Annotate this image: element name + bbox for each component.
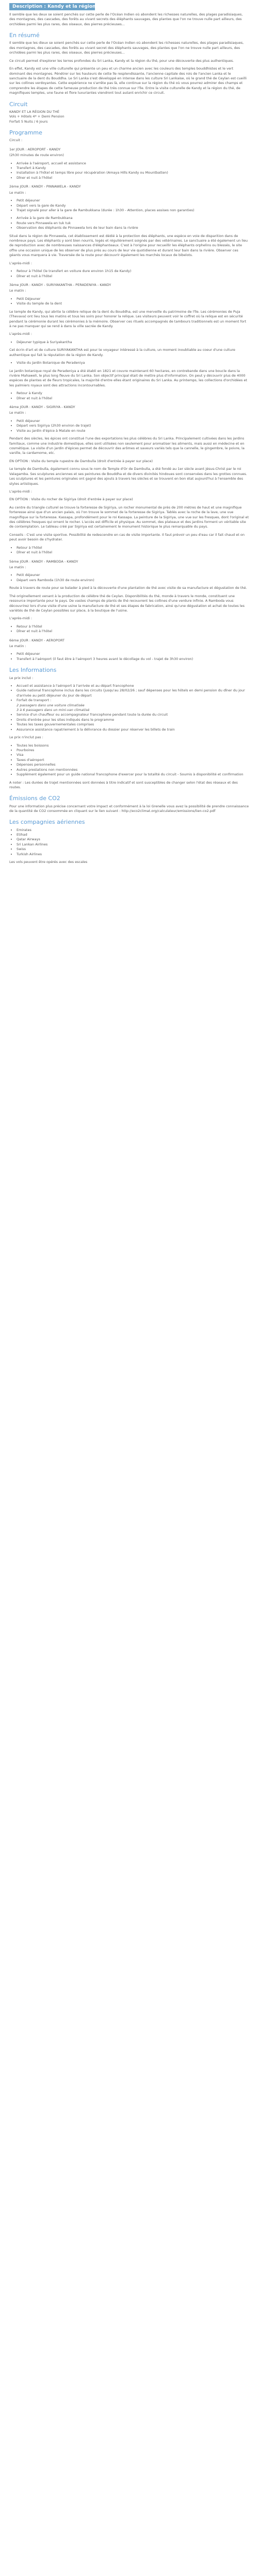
- day-2-list-3: [9, 269, 249, 279]
- circuit-label: Circuit :: [9, 138, 23, 143]
- resume-paragraph-2: Ce circuit permet d'explorer les terres profondes du Sri Lanka, Kandy et la région du thé, pour une découverte des plus authentiques.: [9, 58, 234, 63]
- list-item: [17, 698, 249, 713]
- day-4-paragraph-4: Conseils : C'est une visite sportive. Possibilité de redescendre en cas de visite importante. Il faut prévoir un peu d'eau car il fait chaud et on peut avoir besoin de s'hydrater.: [9, 532, 245, 542]
- day-5-list-1: [9, 573, 249, 583]
- day-6-heading: 6ème JOUR : KANDY - AEROPORT: [9, 638, 64, 642]
- day-4-option-2: EN OPTION : Visite du rocher de Sigiriya (droit d'entrée à payer sur place): [9, 497, 133, 502]
- section-title-resume: En résumé: [9, 32, 40, 39]
- day-4-heading: 4ème JOUR : KANDY - SIGIRIYA - KANDY: [9, 405, 75, 410]
- list-item: • Autres prestations non mentionnées: [17, 768, 249, 772]
- circuit-info-2: Forfait 5 Nuits / 6 Jours: [9, 119, 48, 124]
- transport-sub-1: 2 passagers dans une voiture climatisée: [17, 703, 85, 707]
- day-2-afternoon-label: L'après-midi :: [9, 261, 33, 265]
- day-3-list-4: [9, 391, 249, 401]
- compagnies-list: [9, 828, 249, 857]
- day-4-paragraph-2: Le temple de Dambulla, également connu sous le nom de Temple d'Or de Dambulla, a été fondé au 1er siècle avant Jésus-Christ par le roi Valagamba. Ses sculptures anciennes et ses peintures de Bouddha et de divers divinités hindoues sont conservées dans les grottes connues. Les sculptures et les peintures originales ont gagné des ajouts à travers les siècles et se trouvent en bon état aujourd'hui à l'ensemble des styles artistiques.: [9, 467, 247, 486]
- section-title-emissions: Émissions de CO2: [9, 795, 60, 802]
- day-3-list-3: [9, 361, 249, 365]
- list-item: • Petit déjeuner: [17, 419, 249, 423]
- day-2-list-1: [9, 198, 249, 213]
- list-item: • Arrivée à la gare de Rambukkana: [17, 216, 249, 221]
- day-2-morning-label: Le matin :: [9, 190, 26, 195]
- day-5-afternoon-label: L'après-midi :: [9, 616, 33, 621]
- compagnies-note: Les vols peuvent être opérés avec des escales: [9, 860, 88, 865]
- list-item: • Emirates: [17, 828, 249, 833]
- day-5-list-1-sub: Route à travers de route pour se balader à pied à la découverte d'une plantation de thé avec visite de sa manufacture et dégustation de thé.: [9, 586, 247, 590]
- day-3-paragraph-2: Cet écrin d'art et de culture SURIYAKANTHA est pour te voyageur intéressé à la culture, un moment inoubliable au coeur d'une culture authentique qui fait la réputation de la région de Kandy.: [9, 348, 235, 357]
- day-3-heading: 3ème JOUR : KANDY - SURIYAKANTHA - PERADENIYA - KANDY: [9, 283, 111, 287]
- list-item: • Etihad: [17, 833, 249, 837]
- list-item: • Trajet signalé pour aller à la gare de Rambukkana (durée : 1h30 - Attention, places assises non garanties): [17, 208, 249, 213]
- day-3-list-1: [9, 297, 249, 307]
- day-6-list-1: [9, 652, 249, 662]
- list-item: • Retour à l'hôtel: [17, 546, 249, 550]
- list-item: • Toutes les boissons: [17, 743, 249, 748]
- resume-paragraph-3: En effet, Kandy est une ville culturelle qui présente un peu et un charme ancien avec les couleurs des temples bouddhistes et le vert dominant des montagnes. Pénétrer sur les hauteurs de cette île resplendissante, l'ancienne capitale des rois de l'ancien Lanka et le sanctuaire de la dent du Bouddha. Le Sri Lanka s'est développé en intense dans les culture Sri Lankaise, où le grand thé de Ceylan est cueilli sur les collines verdoyantes. Cette expérience ne s'arrête pas là, elle continue sur la région du thé où vous pourrez admirer des champs et comprendre les étapes de cette fameuse production de thé très connue sur l'île. Entre la visite culturelle de Kandy et la région du thé, de magnifiques temples, une faune et flore luxuriantes viendront tout autant enrichir ce circuit.: [9, 66, 247, 95]
- section-title-compagnies: Les compagnies aériennes: [9, 819, 85, 826]
- day-6-morning-label: Le matin :: [9, 644, 26, 649]
- list-item: • Turkish Airlines: [17, 852, 249, 857]
- list-item: • Pourboires: [17, 748, 249, 753]
- list-item: • Transfert à l'aéroport (il faut être à l'aéroport 3 heures avant le décollage du vol - trajet de 3h30 environ): [17, 657, 249, 662]
- list-item: • Route vers Pinnawela en tuk tuk: [17, 221, 249, 226]
- info-excludes-label: Le prix n'inclut pas :: [9, 735, 43, 740]
- day-3-list-2: [9, 340, 249, 345]
- list-item: • Départ vers Ramboda (1h30 de route environ): [17, 578, 249, 583]
- resume-paragraph-1: Il semble que les dieux se soient penchés sur cette perle de l'Océan Indien où abondent les richesses naturelles, des plages paradisiaques, des montagnes, des cascades, des forêts au vivant secret des éléphants sauvages, des plantes que l'on ne trouve nulle part ailleurs, des orchidées parmi les plus rares, des oiseaux, des pierres précieuses...: [9, 41, 244, 55]
- list-item: • Retour à l'hôtel (le transfert en voiture dure environ 1h15 de Kandy): [17, 269, 249, 274]
- list-item: • Départ vers Sigiriya (2h30 environ de trajet): [17, 423, 249, 428]
- list-item: • Sri Lankan Airlines: [17, 842, 249, 847]
- list-item: • Swiss: [17, 847, 249, 852]
- list-item: • Dîner et nuit à l'hôtel: [17, 396, 249, 401]
- list-item: • Petit déjeuner: [17, 198, 249, 203]
- day-4-morning-label: Le matin :: [9, 411, 26, 415]
- day-4-afternoon-label: L'après-midi :: [9, 489, 33, 494]
- day-2-paragraph: Situé dans la région de Pinnawela, cet établissement est dédié à la protection des éléphants, une espèce en voie de disparition dans de nombreux pays. Les éléphants y sont bien nourris, logés et régulièrement soignés par des vétérinaires. Le sanctuaire a été également un lieu de reproduction avec de nombreuses naissances d'éléphanteaux. C'est à l'origine pour recueillir les éléphants orphelins ou blessés, le site offre une occasion unique de les observer de plus près au cours de leur vie quotidienne et durant leur bain dans la rivière. Observer ces géants vous marquera à vie. Traversée de la route pour découvrir également les marchés locaux de bibelots.: [9, 233, 248, 258]
- day-5-heading: 5ème JOUR : KANDY - RAMBODA - KANDY: [9, 559, 78, 564]
- list-item: • Guide national francophone inclus dans les circuits (jusqu'au 28/02/26 ; sauf dépenses pour les hôtels en demi pension du dîner du jour d'arrivée au petit déjeuner du jour de départ: [17, 688, 249, 698]
- day-4-paragraph-3: Au centre du triangle culturel se trouve la forteresse de Sigiriya, un rocher monumental de près de 200 mètres de haut et une magnifique forteresse ainsi que d'un ancien palais, où l'on trouve le sommet de la forteresse de Sigiriya. Tablés avec la roche de la lave, une vue magnifique sur la forteresse. Kassapa, profondément pour le roi Kassapa. La peinture de la Sigiriya, une vue sur les fresques, dont l'original et des célèbres fresques qui ornent le rocher. L'accès est difficile et physique. Au sommet, des plateaux et des jardins forment un véritable site de contemplation. Le tableau créé par Sigiriya est certainement le monument historique le plus remarquable du pays.: [9, 505, 249, 529]
- list-item: • Service d'un chauffeur ou accompagnateur francophone pendant toute la durée du circuit: [17, 713, 249, 717]
- intro-paragraph: Il semble que les deux se soient penchés sur cette perle de l'Océan Indien où abondent les richesses naturelles, des plages paradisiaques, des montagnes, des cascades, des forêts au vivant secrets des éléphants sauvages, des plantes que l'on ne trouve nulle part ailleurs, des orchidées parmi les plus rares, des oiseaux, des pierres précieuses...: [9, 12, 243, 26]
- list-item: • Visite au jardin d'épice à Matale en route: [17, 429, 249, 433]
- list-item: • Qatar Airways: [17, 837, 249, 842]
- day-5-list-2: [9, 624, 249, 634]
- list-item: • Accueil et assistance à l'aéroport à l'arrivée et au départ francophone: [17, 684, 249, 688]
- list-item: • Départ vers la gare de Kandy: [17, 204, 249, 208]
- info-excludes-list: [9, 743, 249, 777]
- day-5-morning-label: Le matin :: [9, 565, 26, 569]
- day-3-paragraph-1: Le temple de Kandy, qui abrite la célèbre relique de la dent du Bouddha, est une merveille du patrimoine de l'île. Les cérémonies de Puja (Thevava) ont lieu tous les matins et tous les soirs pour honorer la relique. Les visiteurs peuvent voir le coffret où la relique est en sécurité pendant la cérémonie durant les cérémonies à la mémoire. Observer ces rituels accompagnés de tambours traditionnels est un moment fort à ne pas manquer qui se rend à dans la ville sacrée de Kandy.: [9, 309, 247, 328]
- day-5-paragraph-1: Thé originellement venant à la production de célèbre thé de Ceylan. Disponibilités du thé, monde à travers le monde, constituent une ressource importante pour le pays. De vastes champs de plants de thé recouvrent les collines d'une verdure infinie. A Ramboda vous découvrirez lors d'une visite d'une usine la manufacture de thé et ses étapes de fabrication, ainsi qu'une dégustation et achat de toutes les variétés de thé de Ceylan possibles sur place, à la boutique de l'usine.: [9, 594, 245, 613]
- list-item: • Installation à l'hôtel et temps libre pour récupération (Amaya Hills Kandy ou Mountbatten): [17, 171, 249, 175]
- emissions-paragraph[interactable]: Pour une information plus précise concernant votre impact et conformément à la loi Grenelle vous avez la possibilité de prendre connaissance de la quantité de CO2 consommée en cliquant sur le lien suivant : http://eco2climat.org/calculateur/emissions/lien-co2.pdf: [9, 804, 249, 813]
- transport-sub-2: 3 à 6 passagers dans un mini-van climatisé: [17, 708, 90, 713]
- day-4-list-1: [9, 419, 249, 433]
- list-item: • Petit Déjeuner: [17, 297, 249, 301]
- list-item: • Visa: [17, 753, 249, 757]
- info-includes-label: Le prix inclut :: [9, 675, 34, 680]
- list-item-label: Forfait de transport :: [17, 698, 52, 703]
- day-1-list: [9, 161, 249, 181]
- page-header-bar: Description : Kandy et la région du thé: [9, 3, 95, 10]
- list-item: • Dîner et nuit à l'hôtel: [17, 176, 249, 180]
- day-4-list-2: [9, 546, 249, 555]
- list-item: • Dîner et nuit à l'hôtel: [17, 274, 249, 279]
- list-item: • Retour à l'hôtel: [17, 624, 249, 629]
- list-item: • Retour à Kandy: [17, 391, 249, 396]
- list-item: • Observation des éléphants de Pinnawela lors de leur bain dans la rivière: [17, 226, 249, 230]
- section-title-circuit: Circuit: [9, 100, 28, 108]
- day-2-heading: 2ème JOUR : KANDY - PINNAWELA - KANDY: [9, 184, 81, 189]
- list-item: • Petit déjeuner: [17, 652, 249, 656]
- list-item: • Visite du temple de la dent: [17, 301, 249, 306]
- list-item: • Toutes les taxes gouvernementales comprises: [17, 722, 249, 727]
- list-item: • Visite du Jardin Botanique de Peradeniya: [17, 361, 249, 365]
- list-item: • Arrivée à l'aéroport, accueil et assistance: [17, 161, 249, 166]
- list-item: • Assurance assistance rapatriement à la délivrance du dossier pour réserver les billets de train: [17, 727, 249, 732]
- day-3-paragraph-3: Le jardin botanique royal de Peradeniya a été établi en 1821 et couvre maintenant 60 hectares, en contrebande dans une boucle dans la rivière Mahaweli, le plus long fleuve du Sri Lanka. Son objectif principal était de mettre plus d'information. On peut y découvrir plus de 4000 espèces de plantes et de fleurs tropicales, la majorité d'entre elles étant originaires du Sri Lanka. Au printemps, les collections d'orchidées et les palmiers royaux sont des attractions incontournables.: [9, 368, 247, 387]
- circuit-subtitle: KANDY ET LA RÉGION DU THÉ: [9, 109, 59, 114]
- list-item: • Petit déjeuner: [17, 573, 249, 578]
- list-item: • Transfert à Kandy: [17, 166, 249, 171]
- info-includes-list: [9, 684, 249, 732]
- circuit-info-1: Vols + Hôtels 4* + Demi Pension: [9, 114, 64, 119]
- day-1-heading: 1er JOUR : AEROPORT - KANDY: [9, 147, 61, 151]
- day-4-paragraph-1: Pendant des siècles, les épices ont constitué l'une des exportations les plus célèbres du Sri Lanka. Principalement cultivées dans les jardins familiaux, comme une industrie domestique, elles sont utilisées non seulement pour aromatiser les aliments, mais aussi en médecine et en cosmétique. La visite d'un jardin d'épices permet de découvrir des arômes et saveurs variés tels que la cannelle, le gingembre, le poivre, la vanille, la cardamome, etc.: [9, 436, 245, 455]
- section-title-programme: Programme: [9, 129, 42, 137]
- list-item: • Dîner et nuit à l'hôtel: [17, 550, 249, 555]
- info-note: A noter : Les durées de trajet mentionnées sont données à titre indicatif et sont susceptibles de changer selon l'état des réseaux et des routes.: [9, 780, 238, 789]
- list-item: • Dépenses personnelles: [17, 762, 249, 767]
- list-item: • Déjeuner typique à Suriyakantha: [17, 340, 249, 345]
- day-4-option-1: EN OPTION : Visite du temple rupestre de Dambulla (droit d'entrée à payer sur place): [9, 459, 153, 463]
- page: [0, 3, 258, 875]
- list-item: • Droits d'entrée pour les sites indiqués dans le programme: [17, 718, 249, 722]
- list-item: • Taxes d'aéroport: [17, 758, 249, 762]
- day-1-distance: (2h30 minutes de route environ): [9, 153, 64, 158]
- list-item: • Supplément également pour un guide national francophone d'exercer pour la totalité du circuit - Soumis à disponibilité et confirmation: [17, 772, 249, 777]
- list-item: • Dîner et nuit à l'hôtel: [17, 629, 249, 634]
- day-3-afternoon-label: L'après-midi :: [9, 332, 33, 336]
- day-2-list-2: [9, 216, 249, 230]
- section-title-informations: Les Informations: [9, 667, 57, 674]
- day-3-morning-label: Le matin :: [9, 289, 26, 293]
